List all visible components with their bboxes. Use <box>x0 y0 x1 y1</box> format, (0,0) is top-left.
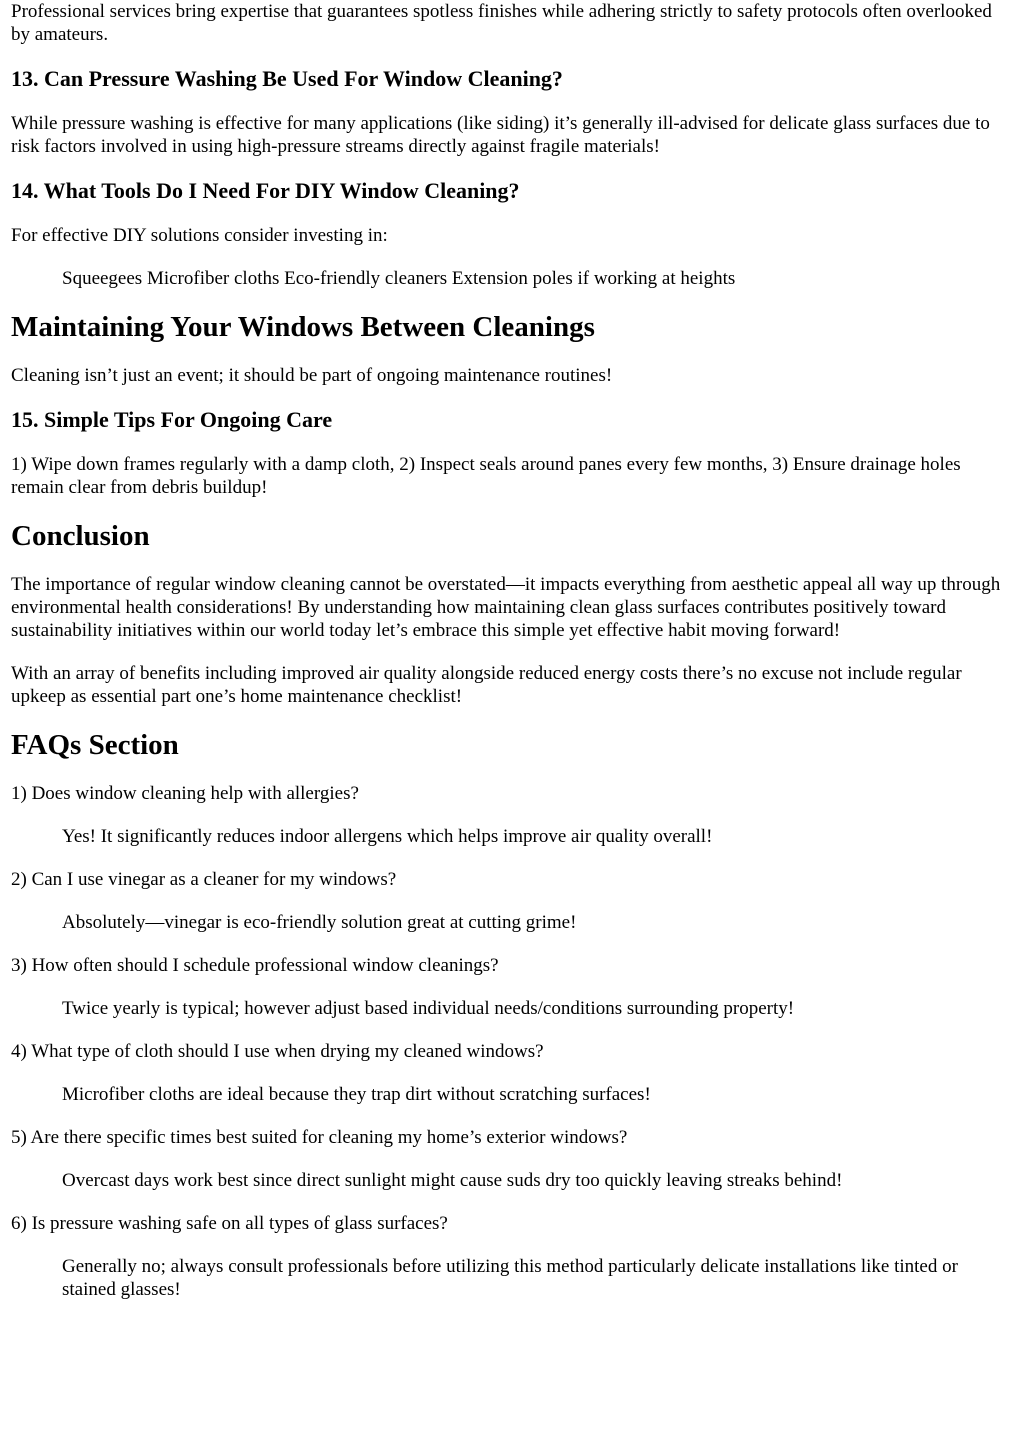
faq-answer: Overcast days work best since direct sunlight might cause suds dry too quickly leaving streaks behind! <box>62 1170 843 1191</box>
conclusion-paragraph-1: The importance of regular window cleaning cannot be overstated—it impacts everything from aesthetic appeal all way up through environmental health considerations! By understanding how maintaining clean glass surfaces contributes positively toward sustainability initiatives within our world today let’s embrace this simple yet effective habit moving forward! <box>11 574 1001 641</box>
faq-answer: Absolutely—vinegar is eco-friendly solution great at cutting grime! <box>62 912 577 933</box>
q13-answer: While pressure washing is effective for many applications (like siding) it’s generally ill-advised for delicate glass surfaces due to risk factors involved in using high-pressure streams directly against fragile materials! <box>11 113 990 157</box>
q15-heading: 15. Simple Tips For Ongoing Care <box>11 407 333 432</box>
conclusion-paragraph-2: With an array of benefits including improved air quality alongside reduced energy costs there’s no excuse not include regular upkeep as essential part one’s home maintenance checklist! <box>11 663 962 707</box>
maintaining-heading: Maintaining Your Windows Between Cleanings <box>11 311 595 343</box>
q14-tools-list: Squeegees Microfiber cloths Eco-friendly cleaners Extension poles if working at heights <box>62 268 736 289</box>
faq-answer: Yes! It significantly reduces indoor allergens which helps improve air quality overall! <box>62 826 713 847</box>
faq-list <box>11 782 1014 1301</box>
faq-answer: Generally no; always consult professionals before utilizing this method particularly delicate installations like tinted or stained glasses! <box>62 1256 958 1300</box>
faq-question: 6) Is pressure washing safe on all types of glass surfaces? <box>11 1213 448 1234</box>
faq-question: 1) Does window cleaning help with allergies? <box>11 783 359 804</box>
faq-answer: Microfiber cloths are ideal because they trap dirt without scratching surfaces! <box>62 1084 651 1105</box>
q15-text: 1) Wipe down frames regularly with a damp cloth, 2) Inspect seals around panes every few months, 3) Ensure drainage holes remain clear from debris buildup! <box>11 454 961 498</box>
maintaining-text: Cleaning isn’t just an event; it should be part of ongoing maintenance routines! <box>11 365 613 386</box>
conclusion-heading: Conclusion <box>11 520 150 552</box>
faq-question: 3) How often should I schedule professional window cleanings? <box>11 955 499 976</box>
faq-answer: Twice yearly is typical; however adjust based individual needs/conditions surrounding property! <box>62 998 795 1019</box>
faq-question: 2) Can I use vinegar as a cleaner for my windows? <box>11 869 397 890</box>
q14-intro: For effective DIY solutions consider investing in: <box>11 225 388 246</box>
q14-heading: 14. What Tools Do I Need For DIY Window Cleaning? <box>11 178 520 203</box>
intro-tail-paragraph: Professional services bring expertise that guarantees spotless finishes while adhering strictly to safety protocols often overlooked by amateurs. <box>11 1 992 45</box>
q13-heading: 13. Can Pressure Washing Be Used For Window Cleaning? <box>11 66 563 91</box>
faqs-heading: FAQs Section <box>11 729 179 761</box>
faq-question: 5) Are there specific times best suited for cleaning my home’s exterior windows? <box>11 1127 628 1148</box>
faq-question: 4) What type of cloth should I use when drying my cleaned windows? <box>11 1041 544 1062</box>
